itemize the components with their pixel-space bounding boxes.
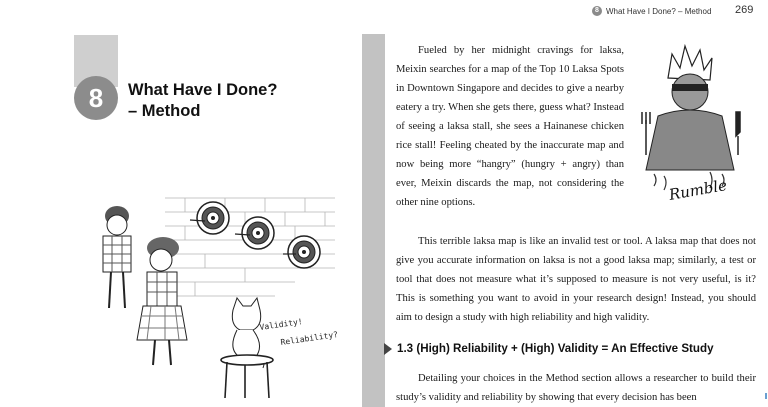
paragraph-1: Fueled by her midnight cravings for laksa, Meixin searches for a map of the Top 10 Laksa Spots in Downtown Singapore and decides to give a nearby eatery a try. When she gets there, guess what? Instead of seeing a laksa stall, she sees a Hainanese chicken rice stall! Feeling cheated by the inaccurate map and now being more “hangry” (hungry + angry) than ever, Meixin discards the map, not considering the other nine options. [396,45,624,208]
stool [221,355,273,398]
chapter-number: 8 [74,76,118,120]
speech-reliability: Reliability? [280,330,339,347]
chapter-title [128,80,318,122]
darts-illustration [95,190,345,400]
dartboard-2 [242,217,274,249]
person-center [137,237,187,365]
triangle-bullet-icon [384,343,392,355]
dartboard-1 [197,202,229,234]
chapter-title-line-1: What Have I Done? [128,81,278,99]
fork-icon [642,112,650,155]
section-heading [384,342,714,355]
paragraph-3: Detailing your choices in the Method section allows a researcher to build their study’s validity and reliability by showing that every decision has been [396,373,756,403]
right-page-margin-bar [362,34,385,407]
chapter-title-line-2: – Method [128,102,201,120]
speech-validity: Validity! [259,317,304,332]
section-heading-text: 1.3 (High) Reliability + (High) Validity = An Effective Study [397,342,714,355]
page-number: 269 [735,4,754,16]
eye-band [672,84,708,91]
hungry-figure-illustration [630,40,758,205]
dartboard-3 [288,236,320,268]
person-left [103,206,131,308]
chapter-badge-small: 8 [592,6,602,16]
running-header [592,6,711,16]
head [672,74,708,110]
page-edge-mark [765,393,767,399]
knife-icon [736,112,740,155]
rumble-text: Rumble [667,176,729,204]
running-title: What Have I Done? – Method [606,6,712,16]
torso [646,110,734,170]
paragraph-2: This terrible laksa map is like an invalid test or tool. A laksa map that does not give you accurate information on laksa is not a good laksa map; similarly, a test or tool that does not measure what it’s supposed to measure is not very useful, is it? This is something you want to avoid in your research design! Instead, you should aim to design a study with high reliability and high validity. [396,236,756,323]
